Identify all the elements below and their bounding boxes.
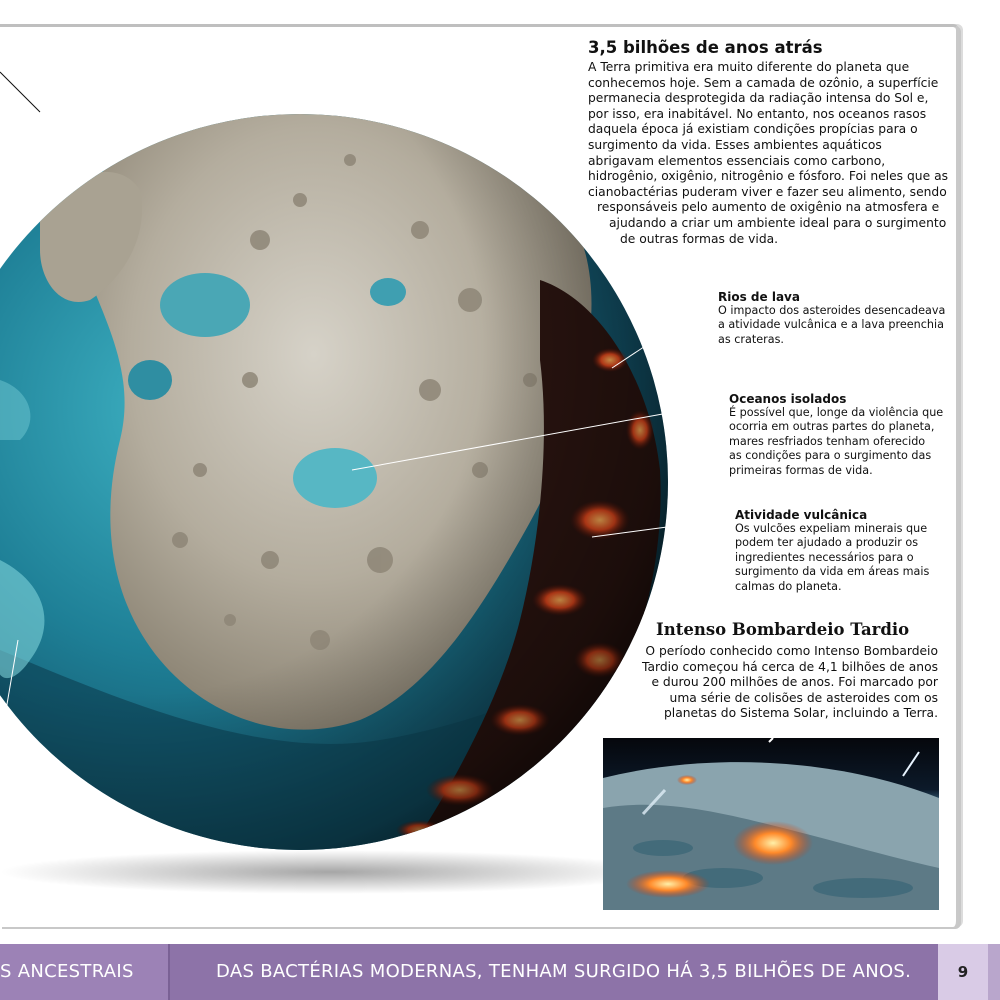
main-paragraph bbox=[588, 60, 948, 247]
paragraph-line: planetas do Sistema Solar, incluindo a Terra. bbox=[663, 706, 938, 721]
paragraph-line: hidrogênio, oxigênio, nitrogênio e fósforo. Foi neles que as bbox=[588, 169, 949, 184]
caption-line: as crateras. bbox=[718, 332, 784, 346]
bombardment-section bbox=[656, 620, 956, 639]
paragraph-line: e durou 200 milhões de anos. Foi marcado por bbox=[651, 675, 938, 690]
page-number: 9 bbox=[957, 963, 969, 981]
paragraph-line: conhecemos hoje. Sem a camada de ozônio, a superfície bbox=[588, 75, 939, 90]
page-edge bbox=[988, 944, 1000, 1000]
main-section bbox=[588, 38, 948, 57]
paragraph-line: por isso, era inabitável. No entanto, nos oceanos rasos bbox=[588, 106, 927, 121]
caption-line: ocorria em outras partes do planeta, bbox=[729, 420, 935, 434]
caption-title: Atividade vulcânica bbox=[735, 508, 868, 522]
paragraph-line: ajudando a criar um ambiente ideal para o surgimento bbox=[609, 215, 947, 230]
caption-line: Os vulcões expeliam minerais que bbox=[735, 522, 928, 535]
footer-left-text: S ANCESTRAIS bbox=[0, 961, 134, 982]
caption-line: O impacto dos asteroides desencadeava bbox=[718, 304, 946, 317]
caption-line: podem ter ajudado a produzir os bbox=[735, 536, 919, 550]
paragraph-line: de outras formas de vida. bbox=[620, 231, 779, 246]
section-title: Intenso Bombardeio Tardio bbox=[656, 620, 910, 639]
paragraph-line: responsáveis pelo aumento de oxigênio na atmosfera e bbox=[597, 200, 940, 215]
paragraph-line: O período conhecido como Intenso Bombardeio bbox=[645, 644, 938, 658]
caption-line: mares resfriados tenham oferecido bbox=[729, 434, 926, 448]
caption-title: Rios de lava bbox=[718, 290, 800, 304]
caption-line: primeiras formas de vida. bbox=[729, 463, 873, 477]
caption-line: as condições para o surgimento das bbox=[729, 449, 932, 463]
bombardment-paragraph bbox=[598, 644, 938, 722]
asteroid-impact-image bbox=[603, 738, 939, 910]
caption-line: calmas do planeta. bbox=[735, 579, 842, 593]
caption-line: a atividade vulcânica e a lava preenchia bbox=[718, 318, 944, 332]
paragraph-line: cianobactérias puderam viver e fazer seu alimento, sendo bbox=[588, 184, 947, 199]
caption-lava-rivers bbox=[718, 290, 958, 347]
caption-title: Oceanos isolados bbox=[729, 392, 847, 406]
caption-line: ingredientes necessários para o bbox=[735, 550, 914, 564]
section-title: 3,5 bilhões de anos atrás bbox=[588, 38, 823, 57]
paragraph-line: abrigavam elementos essenciais como carbono, bbox=[588, 153, 886, 168]
paragraph-line: Tardio começou há cerca de 4,1 bilhões de anos bbox=[642, 659, 938, 674]
footer-divider bbox=[168, 944, 170, 1000]
paragraph-line: permanecia desprotegida da radiação intensa do Sol e, bbox=[588, 91, 929, 106]
footer-main-text: DAS BACTÉRIAS MODERNAS, TENHAM SURGIDO HÁ 3,5 BILHÕES DE ANOS. bbox=[216, 961, 912, 982]
paragraph-line: daquela época já existiam condições propícias para o bbox=[588, 122, 918, 137]
paragraph-line: uma série de colisões de asteroides com os bbox=[669, 690, 938, 705]
paragraph-line: A Terra primitiva era muito diferente do planeta que bbox=[588, 60, 910, 74]
caption-line: surgimento da vida em áreas mais bbox=[735, 565, 930, 579]
caption-isolated-oceans bbox=[729, 392, 969, 478]
caption-line: É possível que, longe da violência que bbox=[729, 406, 944, 419]
paragraph-line: surgimento da vida. Esses ambientes aquáticos bbox=[588, 137, 882, 152]
caption-volcanic-activity bbox=[735, 508, 975, 594]
